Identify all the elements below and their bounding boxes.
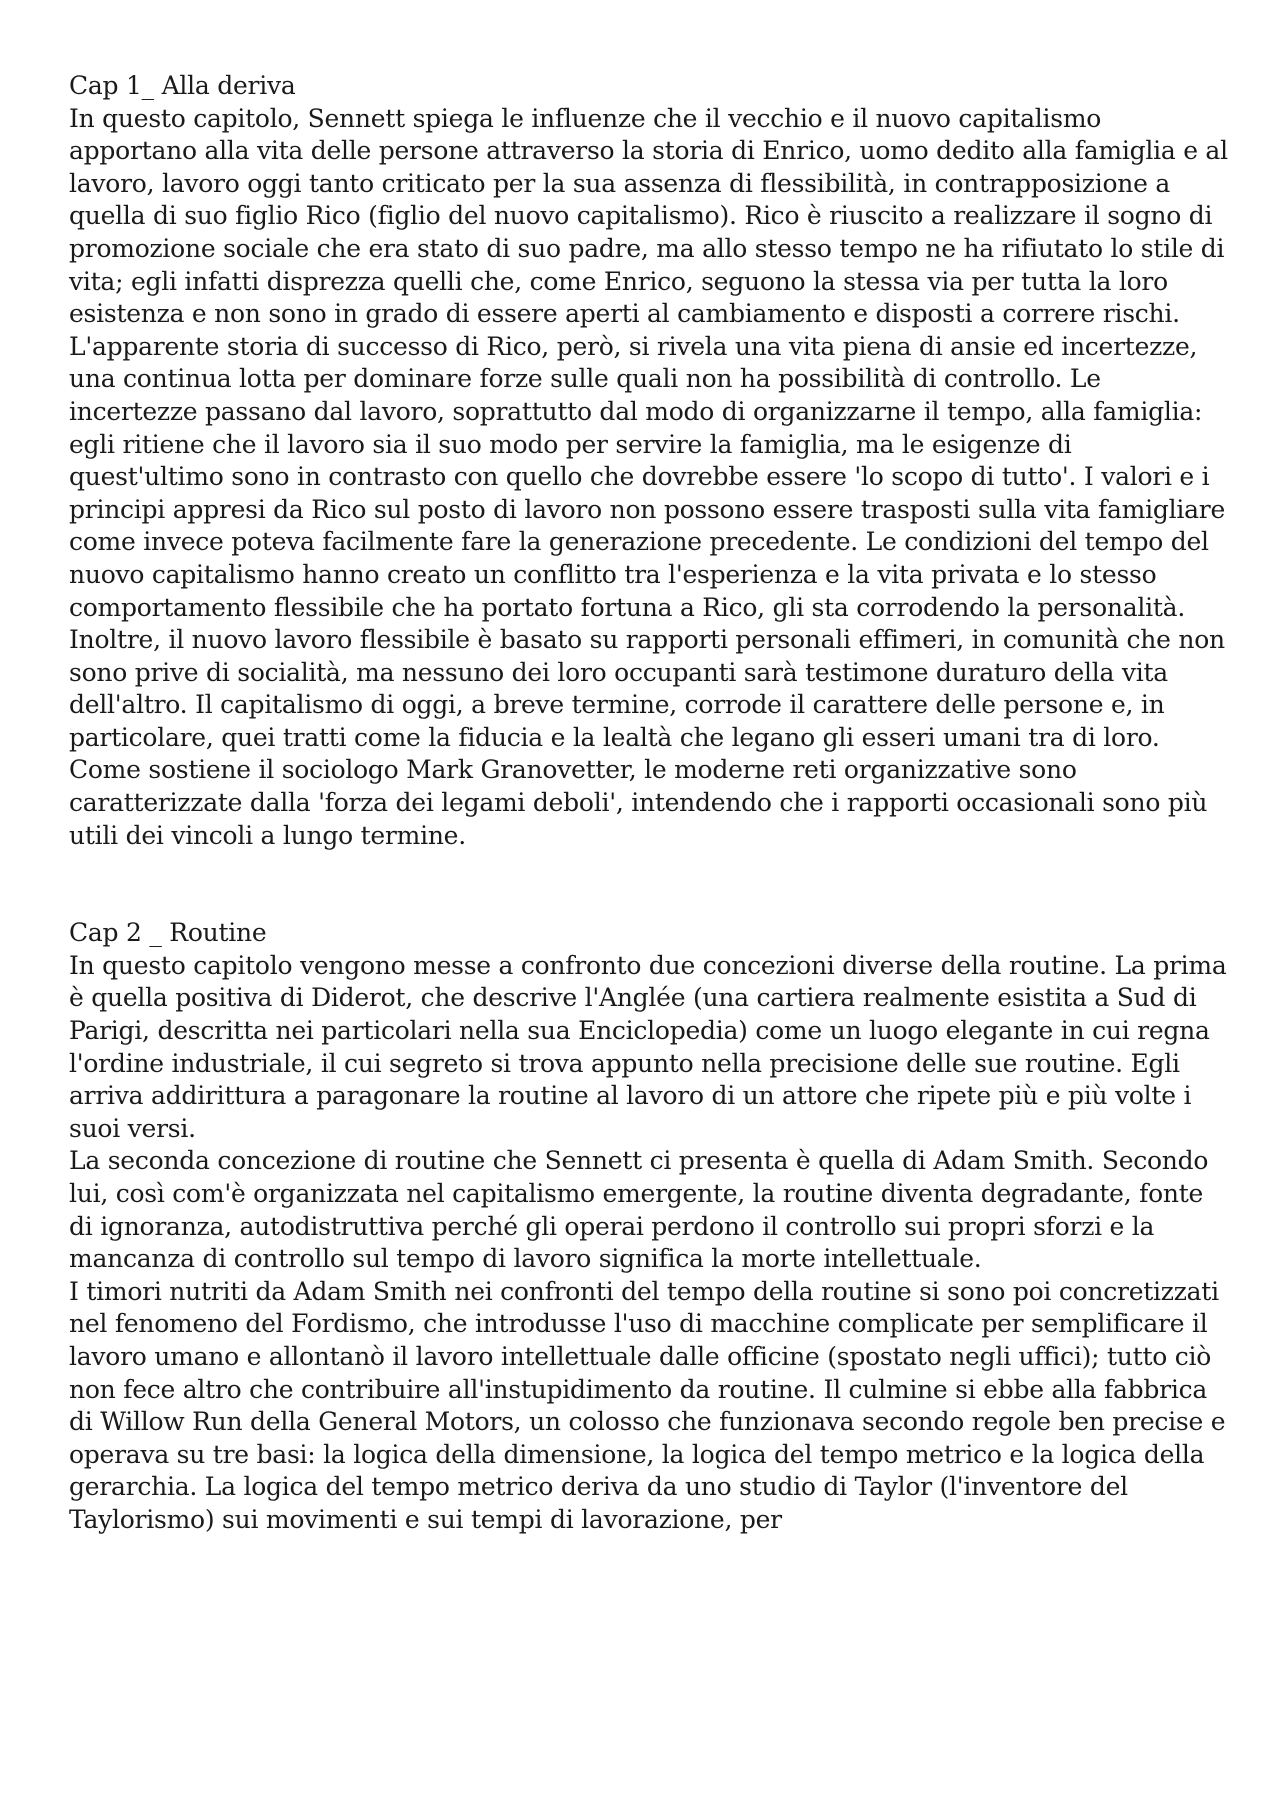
chapter-2-title: Cap 2 _ Routine bbox=[69, 918, 267, 948]
section-spacer bbox=[69, 852, 1229, 917]
chapter-1 bbox=[69, 70, 1229, 852]
chapter-2-paragraph-3: I timori nutriti da Adam Smith nei confronti del tempo della routine si sono poi concretizzati nel fenomeno del Fordismo, che introdusse l'uso di macchine complicate per semplificare il lavoro umano e allontanò il lavoro intellettuale dalle officine (spostato negli uffici); tutto ciò non fece altro che contribuire all'instupidimento da routine. Il culmine si ebbe alla fabbrica di Willow Run della General Motors, un colosso che funzionava secondo regole ben precise e operava su tre basi: la logica della dimensione, la logica del tempo metrico e la logica della gerarchia. La logica del tempo metrico deriva da uno studio di Taylor (l'inventore del Taylorismo) sui movimenti e sui tempi di lavorazione, per bbox=[69, 1276, 1226, 1534]
chapter-2-paragraph-2: La seconda concezione di routine che Sennett ci presenta è quella di Adam Smith. Secondo lui, così com'è organizzata nel capitalismo emergente, la routine diventa degradante, fonte di ignoranza, autodistruttiva perché gli operai perdono il controllo sui propri sforzi e la mancanza di controllo sul tempo di lavoro significa la morte intellettuale. bbox=[69, 1146, 1209, 1274]
chapter-1-paragraph-1: In questo capitolo, Sennett spiega le influenze che il vecchio e il nuovo capitalismo apportano alla vita delle persone attraverso la storia di Enrico, uomo dedito alla famiglia e al lavoro, lavoro oggi tanto criticato per la sua assenza di flessibilità, in contrapposizione a quella di suo figlio Rico (figlio del nuovo capitalismo). Rico è riuscito a realizzare il sogno di promozione sociale che era stato di suo padre, ma allo stesso tempo ne ha rifiutato lo stile di vita; egli infatti disprezza quelli che, come Enrico, seguono la stessa via per tutta la loro esistenza e non sono in grado di essere aperti al cambiamento e disposti a correre rischi. L'apparente storia di successo di Rico, però, si rivela una vita piena di ansie ed incertezze, una continua lotta per dominare forze sulle quali non ha possibilità di controllo. Le incertezze passano dal lavoro, soprattutto dal modo di organizzarne il tempo, alla famiglia: egli ritiene che il lavoro sia il suo modo per servire la famiglia, ma le esigenze di quest'ultimo sono in contrasto con quello che dovrebbe essere 'lo scopo di tutto'. I valori e i principi appresi da Rico sul posto di lavoro non possono essere trasposti sulla vita famigliare come invece poteva facilmente fare la generazione precedente. Le condizioni del tempo del nuovo capitalismo hanno creato un conflitto tra l'esperienza e la vita privata e lo stesso comportamento flessibile che ha portato fortuna a Rico, gli sta corrodendo la personalità. Inoltre, il nuovo lavoro flessibile è basato su rapporti personali effimeri, in comunità che non sono prive di socialità, ma nessuno dei loro occupanti sarà testimone duraturo della vita dell'altro. Il capitalismo di oggi, a breve termine, corrode il carattere delle persone e, in particolare, quei tratti come la fiducia e la lealtà che legano gli esseri umani tra di loro. Come sostiene il sociologo Mark Granovetter, le moderne reti organizzative sono caratterizzate dalla 'forza dei legami deboli', intendendo che i rapporti occasionali sono più utili dei vincoli a lungo termine. bbox=[69, 103, 1228, 850]
chapter-2 bbox=[69, 917, 1229, 1536]
chapter-1-title: Cap 1_ Alla deriva bbox=[69, 71, 296, 100]
document-body bbox=[69, 70, 1229, 1537]
chapter-2-paragraph-1: In questo capitolo vengono messe a confronto due concezioni diverse della routine. La prima è quella positiva di Diderot, che descrive l'Anglée (una cartiera realmente esistita a Sud di Parigi, descritta nei particolari nella sua Enciclopedia) come un luogo elegante in cui regna l'ordine industriale, il cui segreto si trova appunto nella precisione delle sue routine. Egli arriva addirittura a paragonare la routine al lavoro di un attore che ripete più e più volte i suoi versi. bbox=[69, 950, 1227, 1143]
